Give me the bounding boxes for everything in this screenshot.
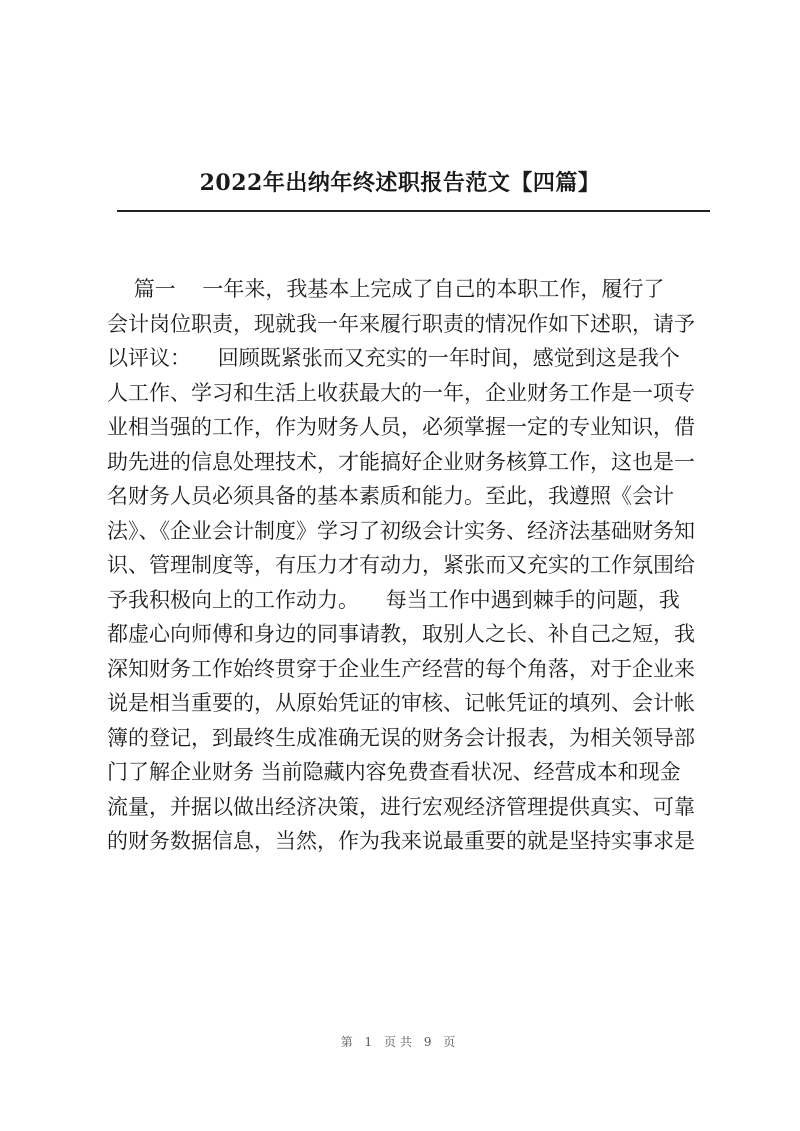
body-line: 流量，并据以做出经济决策，进行宏观经济管理提供真实、可靠 bbox=[107, 794, 695, 819]
body-line: 法》、《企业会计制度》学习了初级会计实务、经济法基础财务知 bbox=[107, 518, 695, 543]
body-line: 会计岗位职责，现就我一年来履行职责的情况作如下述职，请予 bbox=[107, 311, 695, 336]
body-line: 都虚心向师傅和身边的同事请教，取别人之长、补自己之短，我 bbox=[107, 622, 695, 646]
body-line: 业相当强的工作，作为财务人员，必须掌握一定的专业知识，借 bbox=[107, 415, 695, 439]
body-line: 予我积极向上的工作动力。 每当工作中遇到棘手的问题，我 bbox=[107, 587, 680, 612]
body-line: 的财务数据信息，当然，作为我来说最重要的就是坚持实事求是 bbox=[107, 829, 695, 853]
title-underline bbox=[117, 210, 710, 212]
page-footer: 第 1 页共 9 页 bbox=[340, 1035, 460, 1049]
body-line: 门了解企业财务 当前隐藏内容免费查看状况、经营成本和现金 bbox=[107, 760, 681, 784]
body-line: 篇一 一年来，我基本上完成了自己的本职工作，履行了 bbox=[107, 277, 665, 301]
body-line: 以评议： 回顾既紧张而又充实的一年时间，感觉到这是我个 bbox=[107, 346, 680, 370]
body-line: 识、管理制度等，有压力才有动力，紧张而又充实的工作氛围给 bbox=[107, 553, 695, 577]
body-line: 簿的登记，到最终生成准确无误的财务会计报表，为相关领导部 bbox=[107, 725, 695, 750]
body-line: 深知财务工作始终贯穿于企业生产经营的每个角落，对于企业来 bbox=[107, 656, 695, 681]
document-body bbox=[107, 272, 707, 859]
body-line: 人工作、学习和生活上收获最大的一年，企业财务工作是一项专 bbox=[107, 380, 695, 405]
body-line: 名财务人员必须具备的基本素质和能力。至此，我遵照《会计 bbox=[107, 484, 674, 508]
document-title: 2022年出纳年终述职报告范文【四篇】 bbox=[199, 170, 601, 196]
body-line: 助先进的信息处理技术，才能搞好企业财务核算工作，这也是一 bbox=[107, 449, 695, 474]
body-line: 说是相当重要的，从原始凭证的审核、记帐凭证的填列、会计帐 bbox=[107, 691, 695, 715]
